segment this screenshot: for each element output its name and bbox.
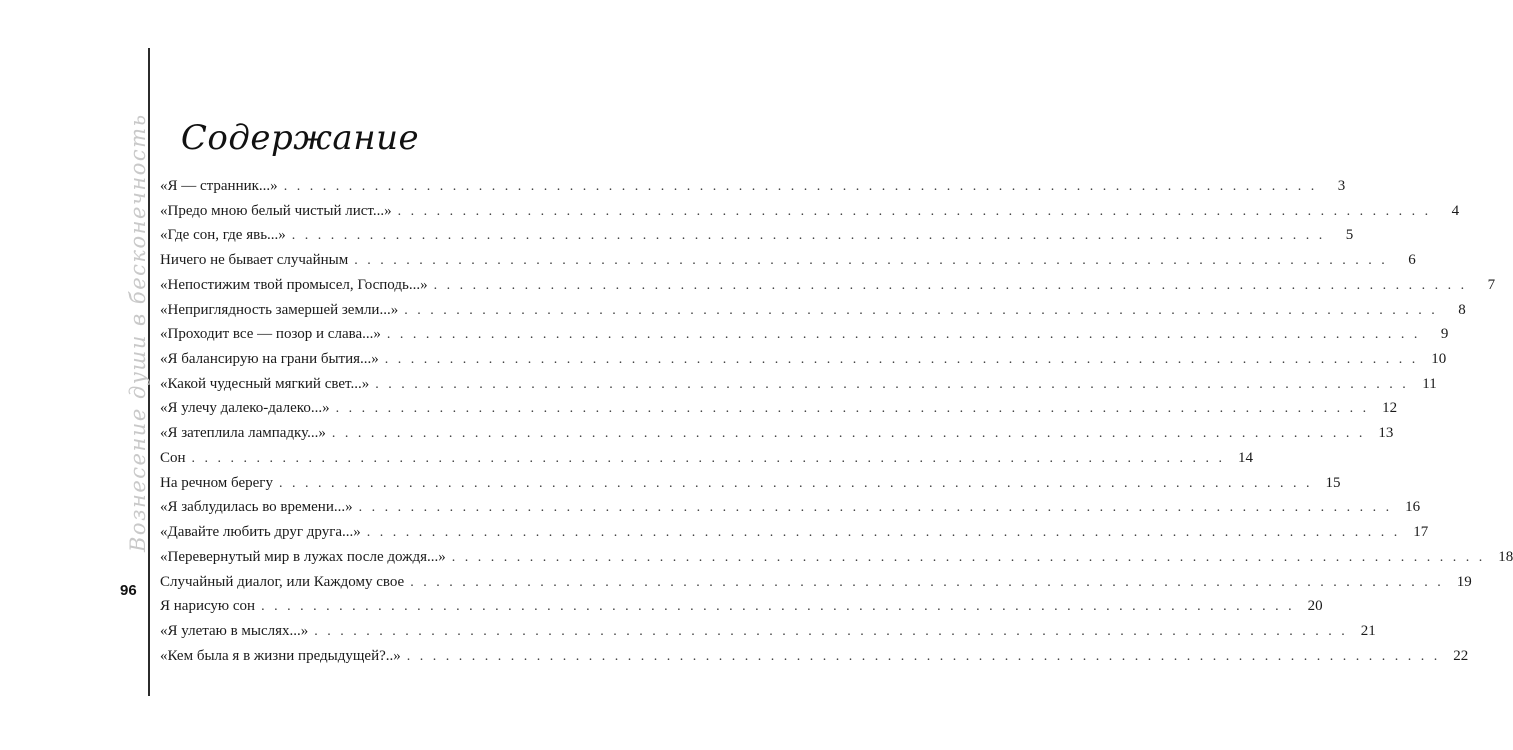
- toc-entry-page: 4: [1451, 202, 1460, 219]
- toc-entry-page: 18: [1498, 548, 1513, 565]
- toc-entry-page: 20: [1307, 598, 1323, 615]
- toc-entry[interactable]: [160, 573, 1472, 599]
- toc-entry-title: Сон: [160, 449, 186, 466]
- toc-entry-title: «Проходит все — позор и слава...»: [160, 326, 381, 343]
- toc-entry-page: 13: [1378, 425, 1394, 442]
- toc-entry-page: 15: [1325, 474, 1341, 491]
- toc-dot-leader: . . . . . . . . . . . . . . . . . . . . . . . . . . . . . . . . . . . . . . . . . . . . . . . . . . . . . . . . . . . . . . . . . . . . . . . . . . . . . . . .: [410, 574, 1444, 590]
- toc-entry-title: «Я балансирую на грани бытия...»: [160, 351, 379, 368]
- toc-entry-page: 22: [1453, 647, 1469, 664]
- toc-entry-title: «Неприглядность замершей земли...»: [160, 301, 399, 318]
- toc-entry-page: 9: [1440, 326, 1449, 343]
- page-number: 96: [120, 582, 137, 599]
- toc-entry[interactable]: [160, 178, 1346, 203]
- toc-entry[interactable]: [160, 474, 1341, 500]
- toc-dot-leader: . . . . . . . . . . . . . . . . . . . . . . . . . . . . . . . . . . . . . . . . . . . . . . . . . . . . . . . . . . . . . . . . . . . . . . . . . . . . . . . .: [386, 327, 1421, 343]
- toc-dot-leader: . . . . . . . . . . . . . . . . . . . . . . . . . . . . . . . . . . . . . . . . . . . . . . . . . . . . . . . . . . . . . . . . . . . . . . . . . . . . . . . .: [314, 623, 1348, 639]
- toc-dot-leader: . . . . . . . . . . . . . . . . . . . . . . . . . . . . . . . . . . . . . . . . . . . . . . . . . . . . . . . . . . . . . . . . . . . . . . . . . . . . . . . .: [451, 549, 1486, 565]
- toc-entry-title: «Я улечу далеко-далеко...»: [160, 400, 330, 417]
- toc-entry-title: «Я улетаю в мыслях...»: [160, 622, 309, 639]
- toc-entry-title: «Я — странник...»: [160, 178, 278, 194]
- toc-entry-title: «Какой чудесный мягкий свет...»: [160, 375, 370, 392]
- toc-dot-leader: . . . . . . . . . . . . . . . . . . . . . . . . . . . . . . . . . . . . . . . . . . . . . . . . . . . . . . . . . . . . . . . . . . . . . . . . . . . . . . . .: [406, 648, 1441, 664]
- toc-dot-leader: . . . . . . . . . . . . . . . . . . . . . . . . . . . . . . . . . . . . . . . . . . . . . . . . . . . . . . . . . . . . . . . . . . . . . . . . . . . . . . . .: [384, 352, 1419, 368]
- table-of-contents: [160, 178, 1513, 672]
- toc-entry-page: 21: [1360, 622, 1376, 639]
- toc-entry[interactable]: [160, 202, 1460, 228]
- toc-entry-title: «Предо мною белый чистый лист...»: [160, 202, 392, 219]
- toc-dot-leader: . . . . . . . . . . . . . . . . . . . . . . . . . . . . . . . . . . . . . . . . . . . . . . . . . . . . . . . . . . . . . . . . . . . . . . . . . . . . . . . .: [261, 599, 1295, 615]
- toc-entry-title: «Перевернутый мир в лужах после дождя...»: [160, 548, 446, 565]
- toc-entry-page: 8: [1458, 301, 1466, 318]
- toc-entry[interactable]: [160, 449, 1254, 475]
- toc-entry-title: «Кем была я в жизни предыдущей?..»: [160, 647, 401, 664]
- toc-entry-title: «Я затеплила лампадку...»: [160, 425, 326, 442]
- toc-entry[interactable]: [160, 252, 1416, 277]
- toc-dot-leader: . . . . . . . . . . . . . . . . . . . . . . . . . . . . . . . . . . . . . . . . . . . . . . . . . . . . . . . . . . . . . . . . . . . . . . . . . . . . . . . .: [404, 302, 1438, 318]
- toc-dot-leader: . . . . . . . . . . . . . . . . . . . . . . . . . . . . . . . . . . . . . . . . . . . . . . . . . . . . . . . . . . . . . . . . . . . . . . . . . . . . . . . .: [375, 376, 1409, 392]
- toc-entry-title: Случайный диалог, или Каждому свое: [160, 573, 405, 590]
- toc-entry[interactable]: [160, 524, 1429, 549]
- toc-entry[interactable]: [160, 400, 1398, 425]
- toc-entry[interactable]: [160, 276, 1496, 302]
- toc-entry[interactable]: [160, 301, 1466, 327]
- toc-entry-title: «Непостижим твой промысел, Господь...»: [160, 276, 428, 293]
- toc-entry-title: Ничего не бывает случайным: [160, 252, 349, 269]
- toc-entry-title: «Я заблудилась во времени...»: [160, 499, 353, 516]
- toc-entry[interactable]: [160, 375, 1437, 401]
- toc-dot-leader: . . . . . . . . . . . . . . . . . . . . . . . . . . . . . . . . . . . . . . . . . . . . . . . . . . . . . . . . . . . . . . . . . . . . . . . . . . . . . . . .: [331, 426, 1366, 442]
- toc-dot-leader: . . . . . . . . . . . . . . . . . . . . . . . . . . . . . . . . . . . . . . . . . . . . . . . . . . . . . . . . . . . . . . . . . . . . . . . . . . . . . . . .: [354, 253, 1388, 269]
- toc-dot-leader: . . . . . . . . . . . . . . . . . . . . . . . . . . . . . . . . . . . . . . . . . . . . . . . . . . . . . . . . . . . . . . . . . . . . . . . . . . . . . . . .: [278, 475, 1313, 491]
- toc-entry-page: 6: [1408, 252, 1416, 269]
- toc-entry[interactable]: [160, 326, 1449, 351]
- toc-dot-leader: . . . . . . . . . . . . . . . . . . . . . . . . . . . . . . . . . . . . . . . . . . . . . . . . . . . . . . . . . . . . . . . . . . . . . . . . . . . . . . . .: [283, 179, 1318, 194]
- toc-entry[interactable]: [160, 647, 1469, 673]
- running-head-watermark: Вознесение души в бесконечность: [126, 113, 150, 552]
- toc-entry-page: 16: [1405, 499, 1421, 516]
- toc-entry-page: 12: [1382, 400, 1398, 417]
- toc-entry[interactable]: [160, 622, 1376, 648]
- toc-entry-page: 5: [1345, 227, 1354, 244]
- toc-entry-page: 14: [1238, 449, 1254, 466]
- toc-entry[interactable]: [160, 425, 1394, 450]
- toc-entry[interactable]: [160, 227, 1354, 252]
- toc-entry-page: 7: [1487, 276, 1496, 293]
- toc-entry-page: 11: [1422, 375, 1437, 392]
- toc-entry-title: На речном берегу: [160, 474, 273, 491]
- toc-entry-page: 3: [1337, 178, 1346, 194]
- toc-entry-page: 17: [1413, 524, 1429, 541]
- toc-entry[interactable]: [160, 351, 1447, 376]
- page-title: Содержание: [180, 118, 420, 158]
- toc-entry-title: «Где сон, где явь...»: [160, 227, 286, 244]
- toc-dot-leader: . . . . . . . . . . . . . . . . . . . . . . . . . . . . . . . . . . . . . . . . . . . . . . . . . . . . . . . . . . . . . . . . . . . . . . . . . . . . . . . .: [335, 401, 1370, 417]
- toc-entry[interactable]: [160, 598, 1323, 623]
- toc-dot-leader: . . . . . . . . . . . . . . . . . . . . . . . . . . . . . . . . . . . . . . . . . . . . . . . . . . . . . . . . . . . . . . . . . . . . . . . . . . . . . . . .: [366, 525, 1401, 541]
- toc-entry-page: 19: [1456, 573, 1472, 590]
- toc-entry-title: «Давайте любить друг друга...»: [160, 524, 361, 541]
- toc-entry[interactable]: [160, 499, 1421, 524]
- toc-dot-leader: . . . . . . . . . . . . . . . . . . . . . . . . . . . . . . . . . . . . . . . . . . . . . . . . . . . . . . . . . . . . . . . . . . . . . . . . . . . . . . . .: [291, 228, 1326, 244]
- toc-entry-title: Я нарисую сон: [160, 598, 256, 615]
- toc-entry-page: 10: [1431, 351, 1447, 368]
- toc-dot-leader: . . . . . . . . . . . . . . . . . . . . . . . . . . . . . . . . . . . . . . . . . . . . . . . . . . . . . . . . . . . . . . . . . . . . . . . . . . . . . . . .: [433, 277, 1468, 293]
- toc-dot-leader: . . . . . . . . . . . . . . . . . . . . . . . . . . . . . . . . . . . . . . . . . . . . . . . . . . . . . . . . . . . . . . . . . . . . . . . . . . . . . . . .: [397, 203, 1432, 219]
- toc-dot-leader: . . . . . . . . . . . . . . . . . . . . . . . . . . . . . . . . . . . . . . . . . . . . . . . . . . . . . . . . . . . . . . . . . . . . . . . . . . . . . . . .: [358, 500, 1393, 516]
- toc-dot-leader: . . . . . . . . . . . . . . . . . . . . . . . . . . . . . . . . . . . . . . . . . . . . . . . . . . . . . . . . . . . . . . . . . . . . . . . . . . . . . . . .: [191, 450, 1226, 466]
- toc-entry[interactable]: [160, 548, 1513, 574]
